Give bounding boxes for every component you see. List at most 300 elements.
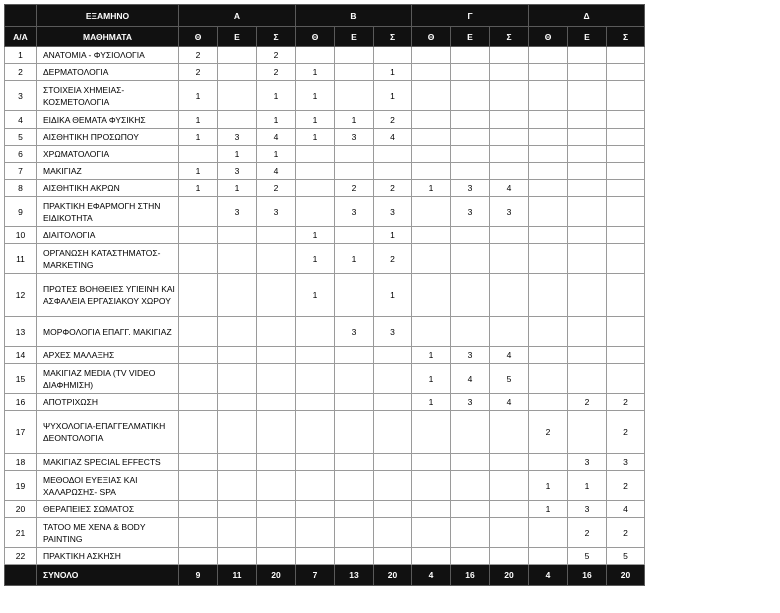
hours-cell: 3 <box>451 197 490 227</box>
hours-cell <box>529 197 568 227</box>
hours-cell <box>335 501 374 518</box>
hours-cell <box>335 64 374 81</box>
table-row <box>5 47 645 64</box>
row-number: 17 <box>5 411 37 454</box>
hours-cell: 2 <box>179 47 218 64</box>
header-row-semesters <box>5 5 645 27</box>
hours-cell <box>451 129 490 146</box>
hours-cell <box>529 227 568 244</box>
hours-cell <box>257 227 296 244</box>
row-number: 7 <box>5 163 37 180</box>
hours-cell: 1 <box>257 146 296 163</box>
hours-cell: 3 <box>335 197 374 227</box>
hours-cell <box>218 227 257 244</box>
semester-header: ΕΞΑΜΗΝΟ <box>37 5 179 27</box>
hours-cell <box>568 411 607 454</box>
hours-cell <box>335 227 374 244</box>
hours-cell <box>257 317 296 347</box>
table-row <box>5 64 645 81</box>
total-cell: 7 <box>296 565 335 586</box>
hours-cell <box>257 471 296 501</box>
hours-cell <box>412 471 451 501</box>
hours-cell <box>529 364 568 394</box>
hours-cell <box>451 501 490 518</box>
hours-cell: 2 <box>568 394 607 411</box>
total-cell: 4 <box>529 565 568 586</box>
table-row <box>5 518 645 548</box>
hours-cell: 1 <box>374 81 412 111</box>
hours-cell <box>451 64 490 81</box>
hours-cell <box>490 518 529 548</box>
hours-cell: 1 <box>412 180 451 197</box>
hours-cell <box>296 518 335 548</box>
sub-column-header: Ε <box>568 27 607 47</box>
row-number: 19 <box>5 471 37 501</box>
hours-cell <box>218 548 257 565</box>
hours-cell <box>490 274 529 317</box>
hours-cell <box>179 411 218 454</box>
hours-cell: 1 <box>257 111 296 129</box>
hours-cell <box>412 146 451 163</box>
hours-cell <box>490 471 529 501</box>
hours-cell <box>412 548 451 565</box>
row-number: 8 <box>5 180 37 197</box>
table-row <box>5 146 645 163</box>
hours-cell <box>412 111 451 129</box>
subject-name: ΤΑΤΟΟ ΜΕ ΧΕΝΑ & BODY PAINTING <box>37 518 179 548</box>
hours-cell <box>451 244 490 274</box>
hours-cell <box>257 244 296 274</box>
hours-cell <box>257 364 296 394</box>
row-number: 14 <box>5 347 37 364</box>
totals-label: ΣΥΝΟΛΟ <box>37 565 179 586</box>
hours-cell: 2 <box>607 471 645 501</box>
hours-cell <box>490 47 529 64</box>
hours-cell: 3 <box>335 317 374 347</box>
total-cell: 9 <box>179 565 218 586</box>
row-number: 1 <box>5 47 37 64</box>
table-row <box>5 411 645 454</box>
hours-cell <box>451 227 490 244</box>
subject-name: ΨΥΧΟΛΟΓΙΑ-ΕΠΑΓΓΕΛΜΑΤΙΚΗ ΔΕΟΝΤΟΛΟΓΙΑ <box>37 411 179 454</box>
hours-cell <box>568 180 607 197</box>
sub-column-header: Ε <box>218 27 257 47</box>
total-cell: 20 <box>607 565 645 586</box>
hours-cell <box>296 197 335 227</box>
hours-cell <box>179 364 218 394</box>
hours-cell: 3 <box>451 347 490 364</box>
hours-cell <box>529 454 568 471</box>
hours-cell <box>568 111 607 129</box>
subject-name: ΟΡΓΑΝΩΣΗ ΚΑΤΑΣΤΗΜΑΤΟΣ-MARKETING <box>37 244 179 274</box>
hours-cell <box>296 501 335 518</box>
hours-cell: 1 <box>529 501 568 518</box>
hours-cell <box>179 347 218 364</box>
hours-cell <box>412 64 451 81</box>
hours-cell: 3 <box>218 163 257 180</box>
sub-column-header: Σ <box>257 27 296 47</box>
hours-cell <box>296 347 335 364</box>
hours-cell <box>218 501 257 518</box>
hours-cell <box>374 146 412 163</box>
hours-cell <box>218 518 257 548</box>
hours-cell <box>412 274 451 317</box>
hours-cell: 3 <box>257 197 296 227</box>
hours-cell <box>412 411 451 454</box>
row-number: 18 <box>5 454 37 471</box>
hours-cell <box>529 64 568 81</box>
sub-column-header: Θ <box>296 27 335 47</box>
hours-cell: 1 <box>374 64 412 81</box>
hours-cell: 4 <box>490 347 529 364</box>
hours-cell <box>568 364 607 394</box>
hours-cell <box>607 197 645 227</box>
hours-cell: 3 <box>218 129 257 146</box>
hours-cell <box>335 81 374 111</box>
index-header: Α/Α <box>5 27 37 47</box>
total-cell: 11 <box>218 565 257 586</box>
subject-name: ΑΠΟΤΡΙΧΩΣΗ <box>37 394 179 411</box>
hours-cell <box>218 111 257 129</box>
hours-cell <box>296 471 335 501</box>
hours-cell: 1 <box>568 471 607 501</box>
hours-cell: 3 <box>374 197 412 227</box>
hours-cell <box>257 454 296 471</box>
table-row <box>5 197 645 227</box>
hours-cell <box>296 317 335 347</box>
subject-name: ΠΡΩΤΕΣ ΒΟΗΘΕΙΕΣ ΥΓΙΕΙΝΗ ΚΑΙ ΑΣΦΑΛΕΙΑ ΕΡΓΑΣΙΑΚΟΥ ΧΩΡΟΥ <box>37 274 179 317</box>
hours-cell <box>568 347 607 364</box>
hours-cell <box>179 518 218 548</box>
hours-cell: 4 <box>490 394 529 411</box>
subject-name: ΑΙΣΘΗΤΙΚΗ ΠΡΟΣΩΠΟΥ <box>37 129 179 146</box>
hours-cell <box>296 163 335 180</box>
hours-cell <box>451 518 490 548</box>
hours-cell <box>179 548 218 565</box>
hours-cell <box>529 244 568 274</box>
hours-cell: 1 <box>218 146 257 163</box>
hours-cell <box>529 518 568 548</box>
hours-cell <box>179 471 218 501</box>
hours-cell <box>374 501 412 518</box>
table-row <box>5 548 645 565</box>
hours-cell: 1 <box>296 227 335 244</box>
subject-name: ΑΡΧΕΣ ΜΑΛΑΞΗΣ <box>37 347 179 364</box>
hours-cell <box>490 111 529 129</box>
table-row <box>5 111 645 129</box>
subject-name: ΠΡΑΚΤΙΚΗ ΑΣΚΗΣΗ <box>37 548 179 565</box>
table-row <box>5 471 645 501</box>
totals-row <box>5 565 645 586</box>
hours-cell <box>490 411 529 454</box>
hours-cell <box>296 411 335 454</box>
hours-cell: 2 <box>568 518 607 548</box>
hours-cell: 1 <box>374 274 412 317</box>
subject-name: ΠΡΑΚΤΙΚΗ ΕΦΑΡΜΟΓΗ ΣΤΗΝ ΕΙΔΙΚΟΤΗΤΑ <box>37 197 179 227</box>
hours-cell <box>412 81 451 111</box>
hours-cell <box>451 146 490 163</box>
hours-cell: 4 <box>257 163 296 180</box>
hours-cell <box>490 548 529 565</box>
hours-cell <box>529 274 568 317</box>
hours-cell: 2 <box>529 411 568 454</box>
hours-cell <box>529 47 568 64</box>
hours-cell <box>257 501 296 518</box>
hours-cell <box>257 548 296 565</box>
row-number: 9 <box>5 197 37 227</box>
hours-cell <box>607 64 645 81</box>
table-row <box>5 274 645 317</box>
hours-cell <box>374 548 412 565</box>
hours-cell <box>179 317 218 347</box>
subject-name: ΔΙΑΙΤΟΛΟΓΙΑ <box>37 227 179 244</box>
hours-cell: 1 <box>374 227 412 244</box>
hours-cell: 1 <box>257 81 296 111</box>
subject-name: ΜΕΘΟΔΟΙ ΕΥΕΞΙΑΣ ΚΑΙ ΧΑΛΑΡΩΣΗΣ- SPA <box>37 471 179 501</box>
row-number: 6 <box>5 146 37 163</box>
hours-cell <box>529 548 568 565</box>
total-cell: 20 <box>490 565 529 586</box>
hours-cell <box>490 227 529 244</box>
row-number: 3 <box>5 81 37 111</box>
hours-cell <box>607 227 645 244</box>
hours-cell <box>412 454 451 471</box>
table-row <box>5 454 645 471</box>
hours-cell <box>218 317 257 347</box>
sub-column-header: Ε <box>335 27 374 47</box>
hours-cell <box>218 274 257 317</box>
sub-column-header: Ε <box>451 27 490 47</box>
hours-cell <box>179 146 218 163</box>
hours-cell <box>257 347 296 364</box>
hours-cell <box>568 47 607 64</box>
hours-cell: 2 <box>607 411 645 454</box>
hours-cell: 3 <box>374 317 412 347</box>
hours-cell <box>529 317 568 347</box>
hours-cell <box>335 364 374 394</box>
hours-cell <box>179 274 218 317</box>
hours-cell: 5 <box>568 548 607 565</box>
hours-cell <box>529 146 568 163</box>
hours-cell <box>607 146 645 163</box>
hours-cell <box>179 454 218 471</box>
row-number: 20 <box>5 501 37 518</box>
hours-cell <box>412 501 451 518</box>
hours-cell <box>179 197 218 227</box>
table-row <box>5 244 645 274</box>
hours-cell <box>179 501 218 518</box>
row-number: 13 <box>5 317 37 347</box>
hours-cell: 3 <box>568 454 607 471</box>
hours-cell <box>218 347 257 364</box>
hours-cell: 3 <box>490 197 529 227</box>
hours-cell <box>412 244 451 274</box>
sub-column-header: Σ <box>490 27 529 47</box>
hours-cell: 2 <box>335 180 374 197</box>
hours-cell <box>490 163 529 180</box>
total-cell: 20 <box>374 565 412 586</box>
hours-cell <box>529 394 568 411</box>
curriculum-table <box>4 4 645 586</box>
hours-cell <box>335 47 374 64</box>
table-row <box>5 81 645 111</box>
subject-name: ΜΑΚΙΓΙΑΖ SPECIAL EFFECTS <box>37 454 179 471</box>
hours-cell <box>451 274 490 317</box>
hours-cell <box>179 244 218 274</box>
hours-cell <box>218 47 257 64</box>
hours-cell <box>568 64 607 81</box>
hours-cell: 1 <box>179 111 218 129</box>
hours-cell <box>412 197 451 227</box>
hours-cell <box>218 244 257 274</box>
hours-cell <box>179 394 218 411</box>
hours-cell <box>296 146 335 163</box>
hours-cell: 1 <box>529 471 568 501</box>
hours-cell <box>568 129 607 146</box>
hours-cell: 4 <box>257 129 296 146</box>
subject-name: ΑΙΣΘΗΤΙΚΗ ΑΚΡΩΝ <box>37 180 179 197</box>
subject-name: ΘΕΡΑΠΕΙΕΣ ΣΩΜΑΤΟΣ <box>37 501 179 518</box>
hours-cell <box>335 454 374 471</box>
hours-cell <box>568 274 607 317</box>
hours-cell <box>257 394 296 411</box>
hours-cell <box>218 364 257 394</box>
hours-cell <box>490 454 529 471</box>
hours-cell <box>529 163 568 180</box>
hours-cell: 3 <box>218 197 257 227</box>
hours-cell <box>412 163 451 180</box>
hours-cell <box>218 471 257 501</box>
hours-cell <box>335 146 374 163</box>
row-number: 4 <box>5 111 37 129</box>
total-cell: 16 <box>568 565 607 586</box>
hours-cell <box>451 548 490 565</box>
total-cell: 16 <box>451 565 490 586</box>
subject-name: ΣΤΟΙΧΕΙΑ ΧΗΜΕΙΑΣ-ΚΟΣΜΕΤΟΛΟΓΙΑ <box>37 81 179 111</box>
table-row <box>5 394 645 411</box>
hours-cell <box>607 180 645 197</box>
hours-cell <box>218 64 257 81</box>
hours-cell <box>607 129 645 146</box>
total-cell: 20 <box>257 565 296 586</box>
hours-cell <box>374 471 412 501</box>
header-row-columns <box>5 27 645 47</box>
hours-cell <box>568 244 607 274</box>
hours-cell <box>374 364 412 394</box>
subject-name: ΧΡΩΜΑΤΟΛΟΓΙΑ <box>37 146 179 163</box>
hours-cell <box>296 548 335 565</box>
hours-cell: 2 <box>607 394 645 411</box>
sub-column-header: Θ <box>179 27 218 47</box>
hours-cell <box>529 81 568 111</box>
table-row <box>5 364 645 394</box>
table-row <box>5 227 645 244</box>
hours-cell <box>218 394 257 411</box>
hours-cell: 2 <box>374 111 412 129</box>
semester-a-header: Α <box>179 5 296 27</box>
row-number: 16 <box>5 394 37 411</box>
hours-cell <box>451 471 490 501</box>
row-number: 11 <box>5 244 37 274</box>
hours-cell <box>451 163 490 180</box>
hours-cell <box>257 518 296 548</box>
sub-column-header: Θ <box>529 27 568 47</box>
hours-cell: 1 <box>335 111 374 129</box>
hours-cell <box>374 347 412 364</box>
hours-cell <box>490 129 529 146</box>
hours-cell <box>607 364 645 394</box>
hours-cell <box>179 227 218 244</box>
row-number: 10 <box>5 227 37 244</box>
hours-cell: 1 <box>296 129 335 146</box>
hours-cell: 5 <box>607 548 645 565</box>
sub-column-header: Σ <box>607 27 645 47</box>
hours-cell <box>296 180 335 197</box>
hours-cell <box>490 501 529 518</box>
hours-cell: 4 <box>490 180 529 197</box>
hours-cell <box>451 411 490 454</box>
hours-cell <box>568 227 607 244</box>
hours-cell <box>568 146 607 163</box>
hours-cell: 1 <box>335 244 374 274</box>
hours-cell <box>412 129 451 146</box>
total-cell: 4 <box>412 565 451 586</box>
hours-cell <box>451 47 490 64</box>
subject-name: ΔΕΡΜΑΤΟΛΟΓΙΑ <box>37 64 179 81</box>
hours-cell: 1 <box>296 64 335 81</box>
table-row <box>5 317 645 347</box>
total-cell: 13 <box>335 565 374 586</box>
hours-cell <box>490 81 529 111</box>
hours-cell <box>296 454 335 471</box>
row-number: 12 <box>5 274 37 317</box>
row-number: 15 <box>5 364 37 394</box>
hours-cell <box>374 47 412 64</box>
hours-cell <box>451 111 490 129</box>
subject-name: ΑΝΑΤΟΜΙΑ - ΦΥΣΙΟΛΟΓΙΑ <box>37 47 179 64</box>
hours-cell: 3 <box>568 501 607 518</box>
hours-cell <box>607 244 645 274</box>
hours-cell <box>374 394 412 411</box>
hours-cell <box>607 111 645 129</box>
hours-cell: 2 <box>257 47 296 64</box>
hours-cell <box>335 394 374 411</box>
semester-b-header: Β <box>296 5 412 27</box>
hours-cell: 2 <box>607 518 645 548</box>
hours-cell <box>412 47 451 64</box>
hours-cell <box>607 163 645 180</box>
hours-cell: 2 <box>257 64 296 81</box>
hours-cell <box>335 274 374 317</box>
hours-cell <box>568 81 607 111</box>
hours-cell <box>374 454 412 471</box>
hours-cell: 1 <box>296 244 335 274</box>
hours-cell <box>451 81 490 111</box>
hours-cell <box>490 317 529 347</box>
row-number: 22 <box>5 548 37 565</box>
subject-name: ΜΟΡΦΟΛΟΓΙΑ ΕΠΑΓΓ. ΜΑΚΙΓΙΑΖ <box>37 317 179 347</box>
hours-cell: 1 <box>296 111 335 129</box>
hours-cell: 1 <box>218 180 257 197</box>
hours-cell <box>607 47 645 64</box>
hours-cell <box>296 47 335 64</box>
hours-cell: 2 <box>179 64 218 81</box>
hours-cell: 1 <box>179 81 218 111</box>
hours-cell: 5 <box>490 364 529 394</box>
hours-cell <box>335 347 374 364</box>
hours-cell <box>335 163 374 180</box>
hours-cell <box>451 317 490 347</box>
